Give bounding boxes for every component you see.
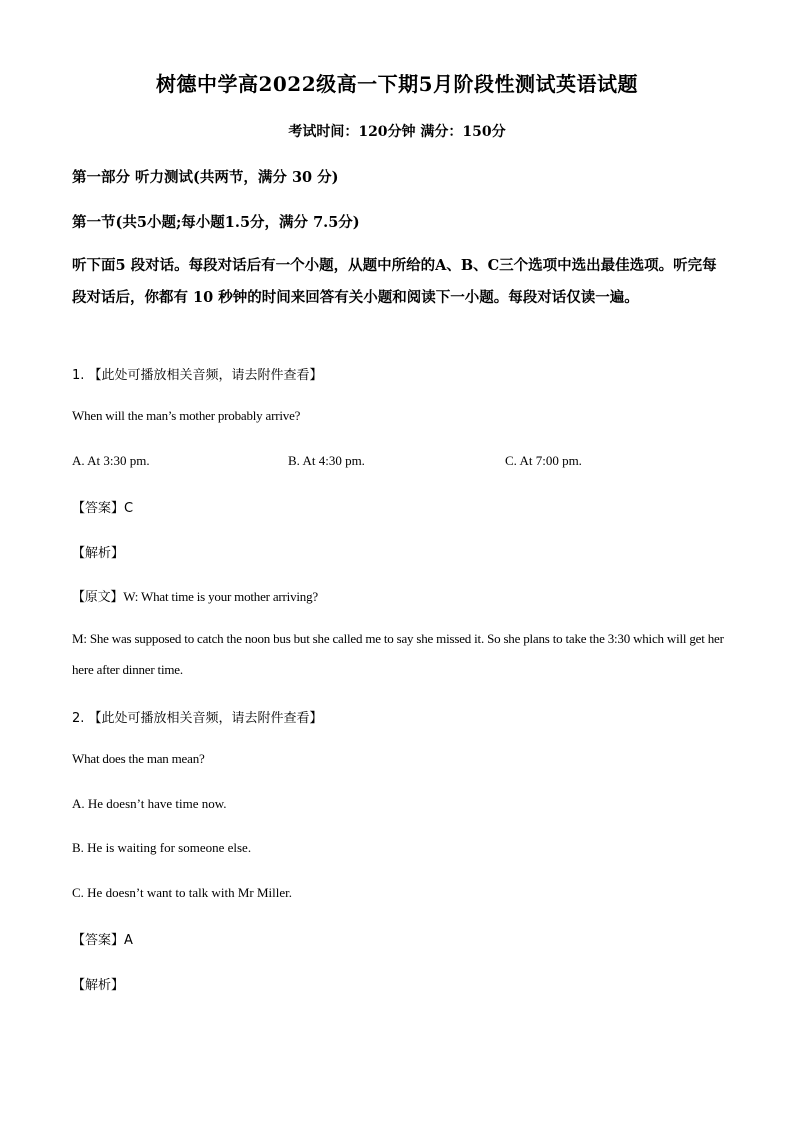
part-heading: 第一部分 听力测试(共两节，满分 30 分) bbox=[72, 169, 339, 186]
page-title: 树德中学高2022级高一下期5月阶段性测试英语试题 bbox=[155, 72, 639, 96]
question-2-text: What does the man mean? bbox=[72, 751, 205, 766]
question-1-option-c: C. At 7:00 pm. bbox=[505, 453, 582, 468]
question-1-answer: 【答案】C bbox=[72, 501, 134, 516]
question-1-dialogue: M: She was supposed to catch the noon bus but she called me to say she missed it. So she plans to take the 3:30 which will get her here after dinner time. bbox=[72, 631, 724, 677]
instructions: 听下面5 段对话。每段对话后有一个小题，从题中所给的A、B、C三个选项中选出最佳选项。听完每段对话后，你都有 10 秒钟的时间来回答有关小题和阅读下一小题。每段对话仅读一遍。 bbox=[72, 257, 717, 306]
question-1-header: 1. 【此处可播放相关音频，请去附件查看】 bbox=[72, 368, 323, 383]
question-1-text: When will the man’s mother probably arrive? bbox=[72, 408, 301, 423]
question-1-option-b: B. At 4:30 pm. bbox=[288, 453, 365, 468]
section-heading: 第一节(共5小题;每小题1.5分，满分 7.5分) bbox=[72, 214, 360, 231]
question-1-option-a: A. At 3:30 pm. bbox=[72, 453, 150, 468]
question-2-analysis: 【解析】 bbox=[72, 978, 125, 993]
question-2-header: 2. 【此处可播放相关音频，请去附件查看】 bbox=[72, 711, 323, 726]
exam-info: 考试时间：120分钟 满分：150分 bbox=[288, 124, 506, 140]
question-2-option-a: A. He doesn’t have time now. bbox=[72, 796, 227, 811]
question-2-answer: 【答案】A bbox=[72, 933, 133, 948]
question-1-analysis: 【解析】 bbox=[72, 546, 125, 561]
question-2-option-b: B. He is waiting for someone else. bbox=[72, 840, 252, 855]
question-1-original: 【原文】W: What time is your mother arriving? bbox=[72, 589, 318, 604]
question-2-option-c: C. He doesn’t want to talk with Mr Miller. bbox=[72, 885, 293, 900]
